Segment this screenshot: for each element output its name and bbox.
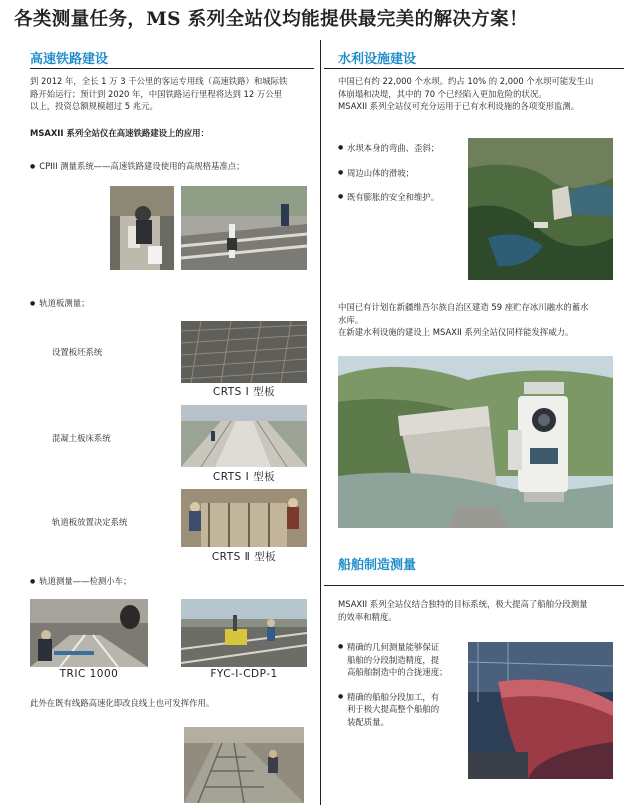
railway-intro-line: 到 2012 年，全长 1 万 3 千公里的客运专用线（高速铁路）和城际铁 [30, 76, 288, 86]
ship-bullet [338, 641, 462, 679]
column-divider [320, 40, 321, 805]
ship-bullet-line: 利于极大提高整个船舶的 [347, 704, 440, 715]
slab-row-label: 设置板坯系统 [52, 347, 103, 357]
water-plan [338, 301, 628, 339]
section-heading-ship: 船舶制造测量 [338, 558, 417, 573]
ship-intro [338, 598, 628, 623]
slab-caption: CRTS Ⅰ 型板 [212, 386, 276, 398]
section-rule [30, 68, 314, 69]
ship-bullet-line: 船舶的分段制造精度，提 [347, 654, 440, 665]
water-plan-line: 中国已有计划在新疆维吾尔族自治区建造 59 座贮存冰川融水的蓄水 [338, 302, 589, 312]
water-bullet: ● 既有膨胀的安全和维护。 [338, 191, 458, 204]
railway-intro [30, 75, 316, 113]
slab-photo-1 [181, 321, 307, 383]
water-plan-line: 水库。 [338, 314, 364, 325]
section-rule [324, 585, 624, 586]
slab-photo-3 [181, 489, 307, 547]
railway-intro-line: 路开始运行；预计到 2020 年，中国铁路运行里程将达到 12 万公里 [30, 88, 282, 99]
water-intro-line: 中国已有约 22,000 个水坝。约占 10% 的 2,000 个水坝可能发生山 [338, 76, 594, 86]
water-intro [338, 75, 628, 113]
cpiii-photo-marker [110, 186, 174, 270]
water-bullet: ● 周边山体的滑坡； [338, 167, 458, 180]
ship-bullet [338, 691, 462, 729]
cpiii-photo-track [181, 186, 307, 270]
ship-intro-line: MSAXII 系列全站仪结合独特的目标系统，极大提高了船舶分段测量 [338, 599, 588, 609]
water-bullet: ● 水坝本身的弯曲、歪斜； [338, 142, 458, 155]
track-slab-text: 轨道板测量； [39, 298, 90, 308]
track-slab-bullet [30, 297, 90, 311]
cpiii-bullet [30, 160, 244, 174]
slab-row-label: 轨道板放置决定系统 [52, 517, 128, 527]
railway-closing: 此外在既有线路高速化即改良线上也可发挥作用。 [30, 698, 215, 708]
trolley-photo-fyc [181, 599, 307, 667]
track-survey-bullet [30, 575, 131, 589]
page-title: 各类测量任务，MS 系列全站仪均能提供最完美的解决方案！ [14, 9, 528, 30]
section-heading-railway: 高速铁路建设 [30, 52, 109, 67]
water-plan-line: 在新建水利设施的建设上 MSAXII 系列全站仪同样能发挥威力。 [338, 327, 574, 338]
slab-row-label: 混凝土板床系统 [52, 433, 111, 443]
trolley-photo-tric [30, 599, 148, 667]
railway-intro-line: 以上，投资总额规模超过 5 兆元。 [30, 101, 158, 112]
ship-bullet-line: 高船舶制造中的合拢速度； [347, 667, 448, 678]
water-bullets [338, 142, 458, 216]
dam-aerial-photo [468, 138, 613, 280]
ship-intro-line: 的效率和精度。 [338, 611, 397, 622]
ship-bullet-line: ● 精确的几何测量能够保证 [347, 642, 440, 652]
slab-caption: CRTS Ⅰ 型板 [212, 471, 276, 483]
track-survey-text: 轨道测量——检测小车； [39, 576, 132, 586]
water-intro-line: MSAXII 系列全站仪可充分运用于已有水利设施的各项变形监测。 [338, 101, 580, 112]
section-heading-water: 水利设施建设 [338, 52, 417, 67]
water-intro-line: 体崩塌和决堤，其中的 70 个已经陷入更加危险的状况。 [338, 88, 547, 99]
cpiii-text: CPIII 测量系统——高速铁路建设使用的高规格基准点； [39, 161, 245, 171]
ship-bullet-line: 装配质量。 [347, 716, 389, 727]
slab-caption: CRTS Ⅱ 型板 [211, 551, 277, 563]
trolley-caption: FYC-Ⅰ-CDP-1 [210, 668, 278, 680]
dam-total-station-photo [338, 356, 613, 528]
slab-photo-2 [181, 405, 307, 467]
section-rule [324, 68, 624, 69]
railway-subheading: MSAXII 系列全站仪在高速铁路建设上的应用： [30, 128, 209, 138]
trolley-caption: TRIC 1000 [59, 668, 119, 680]
ship-bullet-line: ● 精确的船舶分段加工，有 [347, 691, 440, 702]
ship-bullets [338, 641, 462, 741]
ship-hull-photo [468, 642, 613, 779]
railway-upgrade-photo [184, 727, 304, 803]
